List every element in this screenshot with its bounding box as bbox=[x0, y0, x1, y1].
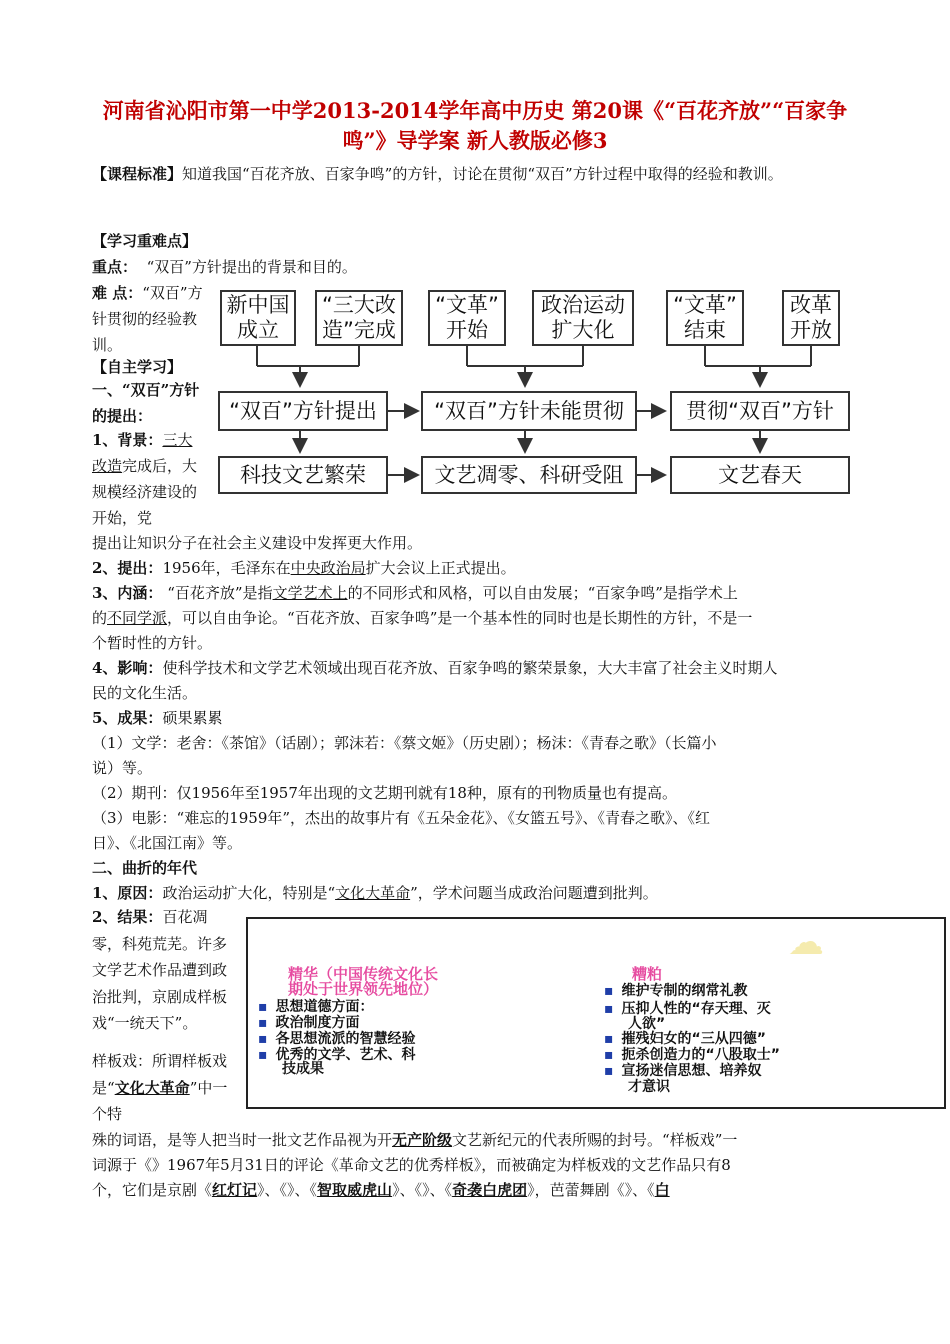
r3-text-c1: 殊的词语，是等人把当时一批文艺作品视为开 bbox=[92, 1131, 393, 1149]
essence-item bbox=[258, 1015, 360, 1031]
p3-underline-2: 不同学派 bbox=[107, 609, 168, 627]
point-3-end: 个暂时性的方针。 bbox=[92, 634, 213, 652]
essence-title-2: 期处于世界领先地位） bbox=[288, 980, 439, 998]
bullet-icon: ▪ bbox=[604, 1031, 614, 1047]
p3-underline-1: 文学艺术上 bbox=[272, 584, 348, 602]
section1-heading: 一、“双百”方针的提出： bbox=[92, 381, 200, 425]
p5-periodicals: （2）期刊：仅1956年至1957年出现的文艺期刊就有18种，原有的刊物质量也有提高。 bbox=[92, 784, 677, 802]
model-opera bbox=[92, 1048, 232, 1128]
node-decline: 文艺凋零、科研受阻 bbox=[421, 456, 637, 494]
point-4 bbox=[92, 655, 862, 681]
point-3-cont bbox=[92, 605, 862, 631]
dross-item-label: 维护专制的纲常礼教 bbox=[621, 983, 748, 999]
culture-panel bbox=[246, 917, 946, 1109]
list-underline-4: 白 bbox=[654, 1181, 670, 1199]
bullet-icon: ▪ bbox=[604, 1063, 614, 1079]
list-underline-1: 红灯记 bbox=[212, 1181, 258, 1199]
bullet-icon: ▪ bbox=[604, 1047, 614, 1063]
p2-underline: 中央政治局 bbox=[290, 559, 366, 577]
p2-text-a: 1956年，毛泽东在 bbox=[162, 559, 291, 577]
p3-text-c1: 的 bbox=[92, 609, 108, 627]
bullet-icon: ▪ bbox=[258, 999, 268, 1015]
dross-item bbox=[604, 983, 748, 999]
point-3 bbox=[92, 580, 862, 606]
dross-item bbox=[604, 1047, 780, 1063]
p5-film: （3）电影：“难忘的1959年”，杰出的故事片有《五朵金花》、《女篮五号》、《青春之歌》、《红 bbox=[92, 809, 711, 827]
r3-text-c2: 文艺新纪元的代表所赐的封号。“样板戏”一 bbox=[452, 1131, 738, 1149]
hard-label: 难 点： bbox=[92, 284, 143, 302]
p5-film-cont: 日》、《北国江南》等。 bbox=[92, 834, 243, 852]
p4-text-a: 使科学技术和文学艺术领域出现百花齐放、百家争鸣的繁荣景象，大大丰富了社会主义时期人 bbox=[162, 659, 778, 677]
model-opera-cont bbox=[92, 1127, 862, 1153]
reason bbox=[92, 880, 862, 906]
standard-text: 知道我国“百花齐放、百家争鸣”的方针，讨论在贯彻“双百”方针过程中取得的经验和教训。 bbox=[182, 165, 783, 183]
dross-title: 糟粕 bbox=[632, 965, 663, 983]
r3-text-a: 样板戏：所谓样板戏是“ bbox=[92, 1052, 228, 1097]
point-5 bbox=[92, 705, 862, 731]
p2-text-b: 扩大会议上正式提出。 bbox=[365, 559, 516, 577]
bg-label: 1、背景： bbox=[92, 431, 163, 449]
node-reform-opening: 改革 开放 bbox=[782, 290, 840, 346]
bullet-icon: ▪ bbox=[258, 1047, 268, 1063]
essence-item-label: 各思想流派的智慧经验 bbox=[275, 1031, 416, 1047]
node-political-movement: 政治运动 扩大化 bbox=[532, 290, 634, 346]
key-heading: 【学习重难点】 bbox=[92, 232, 198, 250]
list-underline-3: 奇袭白虎团 bbox=[452, 1181, 528, 1199]
node-cr-end: “文革” 结束 bbox=[666, 290, 744, 346]
p5-text: 硕果累累 bbox=[162, 709, 223, 727]
list-text-4: 》，芭蕾舞剧《》、《 bbox=[527, 1181, 655, 1199]
r2-label: 2、结果： bbox=[92, 908, 163, 926]
point-4-cont: 民的文化生活。 bbox=[92, 684, 198, 702]
document-title: 河南省沁阳市第一中学2013-2014学年高中历史 第20课《“百花齐放”“百家争鸣”》导学案 新人教版必修3 bbox=[102, 98, 848, 153]
bullet-icon: ▪ bbox=[258, 1031, 268, 1047]
r3-text-b: ”中一个特 bbox=[92, 1078, 228, 1123]
key-point-label: 重点： bbox=[92, 258, 138, 276]
list-text-2: 》、《》、《 bbox=[257, 1181, 318, 1199]
dross-item-cont: 人欲” bbox=[628, 1016, 666, 1032]
model-opera-source: 词源于《》1967年5月31日的评论《革命文艺的优秀样板》，而被确定为样板戏的文艺作品只有8 bbox=[92, 1156, 731, 1174]
node-policy-not-implemented: “双百”方针未能贯彻 bbox=[421, 391, 637, 431]
p5-label: 5、成果： bbox=[92, 709, 163, 727]
section2-heading: 二、曲折的年代 bbox=[92, 859, 198, 877]
bg-text: 完成后，大规模经济建设的开始，党 bbox=[92, 457, 198, 527]
node-new-china: 新中国 成立 bbox=[220, 290, 296, 346]
p3-text-c2: ，可以自由争论。“百花齐放、百家争鸣”是一个基本性的同时也是长期性的方针，不是一 bbox=[167, 609, 753, 627]
r2-text: 百花凋零，科苑荒芜。许多文学艺术作品遭到政治批判，京剧成样板戏“一统天下”。 bbox=[92, 908, 228, 1032]
dross-item bbox=[604, 1001, 771, 1017]
node-policy-implemented: 贯彻“双百”方针 bbox=[670, 391, 850, 431]
p5-literature: （1）文学：老舍：《茶馆》（话剧）；郭沫若：《蔡文姬》（历史剧）；杨沫：《青春之歌》（长篇小 bbox=[92, 734, 717, 752]
point-2 bbox=[92, 555, 862, 581]
essence-item-label: 优秀的文学、艺术、科 bbox=[275, 1047, 416, 1063]
r1-label: 1、原因： bbox=[92, 884, 163, 902]
model-opera-list bbox=[92, 1177, 862, 1203]
bg-underline: 三大改造 bbox=[92, 431, 193, 475]
node-spring: 文艺春天 bbox=[670, 456, 850, 494]
watermark-decoration: ☁ bbox=[788, 922, 824, 963]
list-underline-2: 智取威虎山 bbox=[317, 1181, 393, 1199]
essence-item bbox=[258, 999, 374, 1015]
essence-title-1: 精华（中国传统文化长 bbox=[288, 965, 439, 983]
result bbox=[92, 904, 232, 1037]
p2-label: 2、提出： bbox=[92, 559, 163, 577]
key-point-text: “双百”方针提出的背景和目的。 bbox=[146, 258, 357, 276]
essence-item-label: 思想道德方面： bbox=[275, 999, 374, 1015]
node-policy-proposed: “双百”方针提出 bbox=[218, 391, 388, 431]
bullet-icon: ▪ bbox=[604, 1001, 614, 1017]
dross-item-label: 宣扬迷信思想、培养奴 bbox=[621, 1063, 762, 1079]
essence-item bbox=[258, 1031, 416, 1047]
standard-label: 【课程标准】 bbox=[92, 165, 183, 183]
p3-label: 3、内涵： bbox=[92, 584, 163, 602]
bullet-icon: ▪ bbox=[604, 983, 614, 999]
dross-item-label: 摧残妇女的“三从四德” bbox=[621, 1031, 766, 1047]
list-text-3: 》、《》、《 bbox=[392, 1181, 453, 1199]
essence-item-cont: 技成果 bbox=[282, 1061, 324, 1077]
p3-text-b: 的不同形式和风格，可以自由发展；“百家争鸣”是指学术上 bbox=[347, 584, 738, 602]
p3-text-a: “百花齐放”是指 bbox=[167, 584, 273, 602]
p4-label: 4、影响： bbox=[92, 659, 163, 677]
r1-text-a: 政治运动扩大化，特别是“ bbox=[162, 884, 336, 902]
r3-underline-2: 无产阶级 bbox=[392, 1131, 453, 1149]
list-text-1: 个，它们是京剧《 bbox=[92, 1181, 213, 1199]
dross-item-cont: 才意识 bbox=[628, 1079, 670, 1095]
dross-item-label: 压抑人性的“存天理、灭 bbox=[621, 1001, 771, 1017]
hard-text: “双百”方针贯彻的经验教训。 bbox=[92, 284, 203, 354]
node-three-reforms: “三大改 造”完成 bbox=[315, 290, 403, 346]
self-heading: 【自主学习】 bbox=[92, 358, 183, 376]
dross-item-label: 扼杀创造力的“八股取士” bbox=[621, 1047, 780, 1063]
dross-item bbox=[604, 1063, 762, 1079]
diagram-connectors bbox=[0, 0, 950, 520]
r1-text-b: ”，学术问题当成政治问题遭到批判。 bbox=[410, 884, 658, 902]
node-cr-start: “文革” 开始 bbox=[428, 290, 506, 346]
bg-continuation: 提出让知识分子在社会主义建设中发挥更大作用。 bbox=[92, 534, 423, 552]
r3-underline: 文化大革命 bbox=[114, 1078, 190, 1097]
bullet-icon: ▪ bbox=[258, 1015, 268, 1031]
p5-literature-cont: 说）等。 bbox=[92, 759, 153, 777]
r1-underline: 文化大革命 bbox=[335, 884, 411, 902]
dross-item bbox=[604, 1031, 766, 1047]
node-prosperity: 科技文艺繁荣 bbox=[218, 456, 388, 494]
essence-item-label: 政治制度方面 bbox=[275, 1015, 360, 1031]
